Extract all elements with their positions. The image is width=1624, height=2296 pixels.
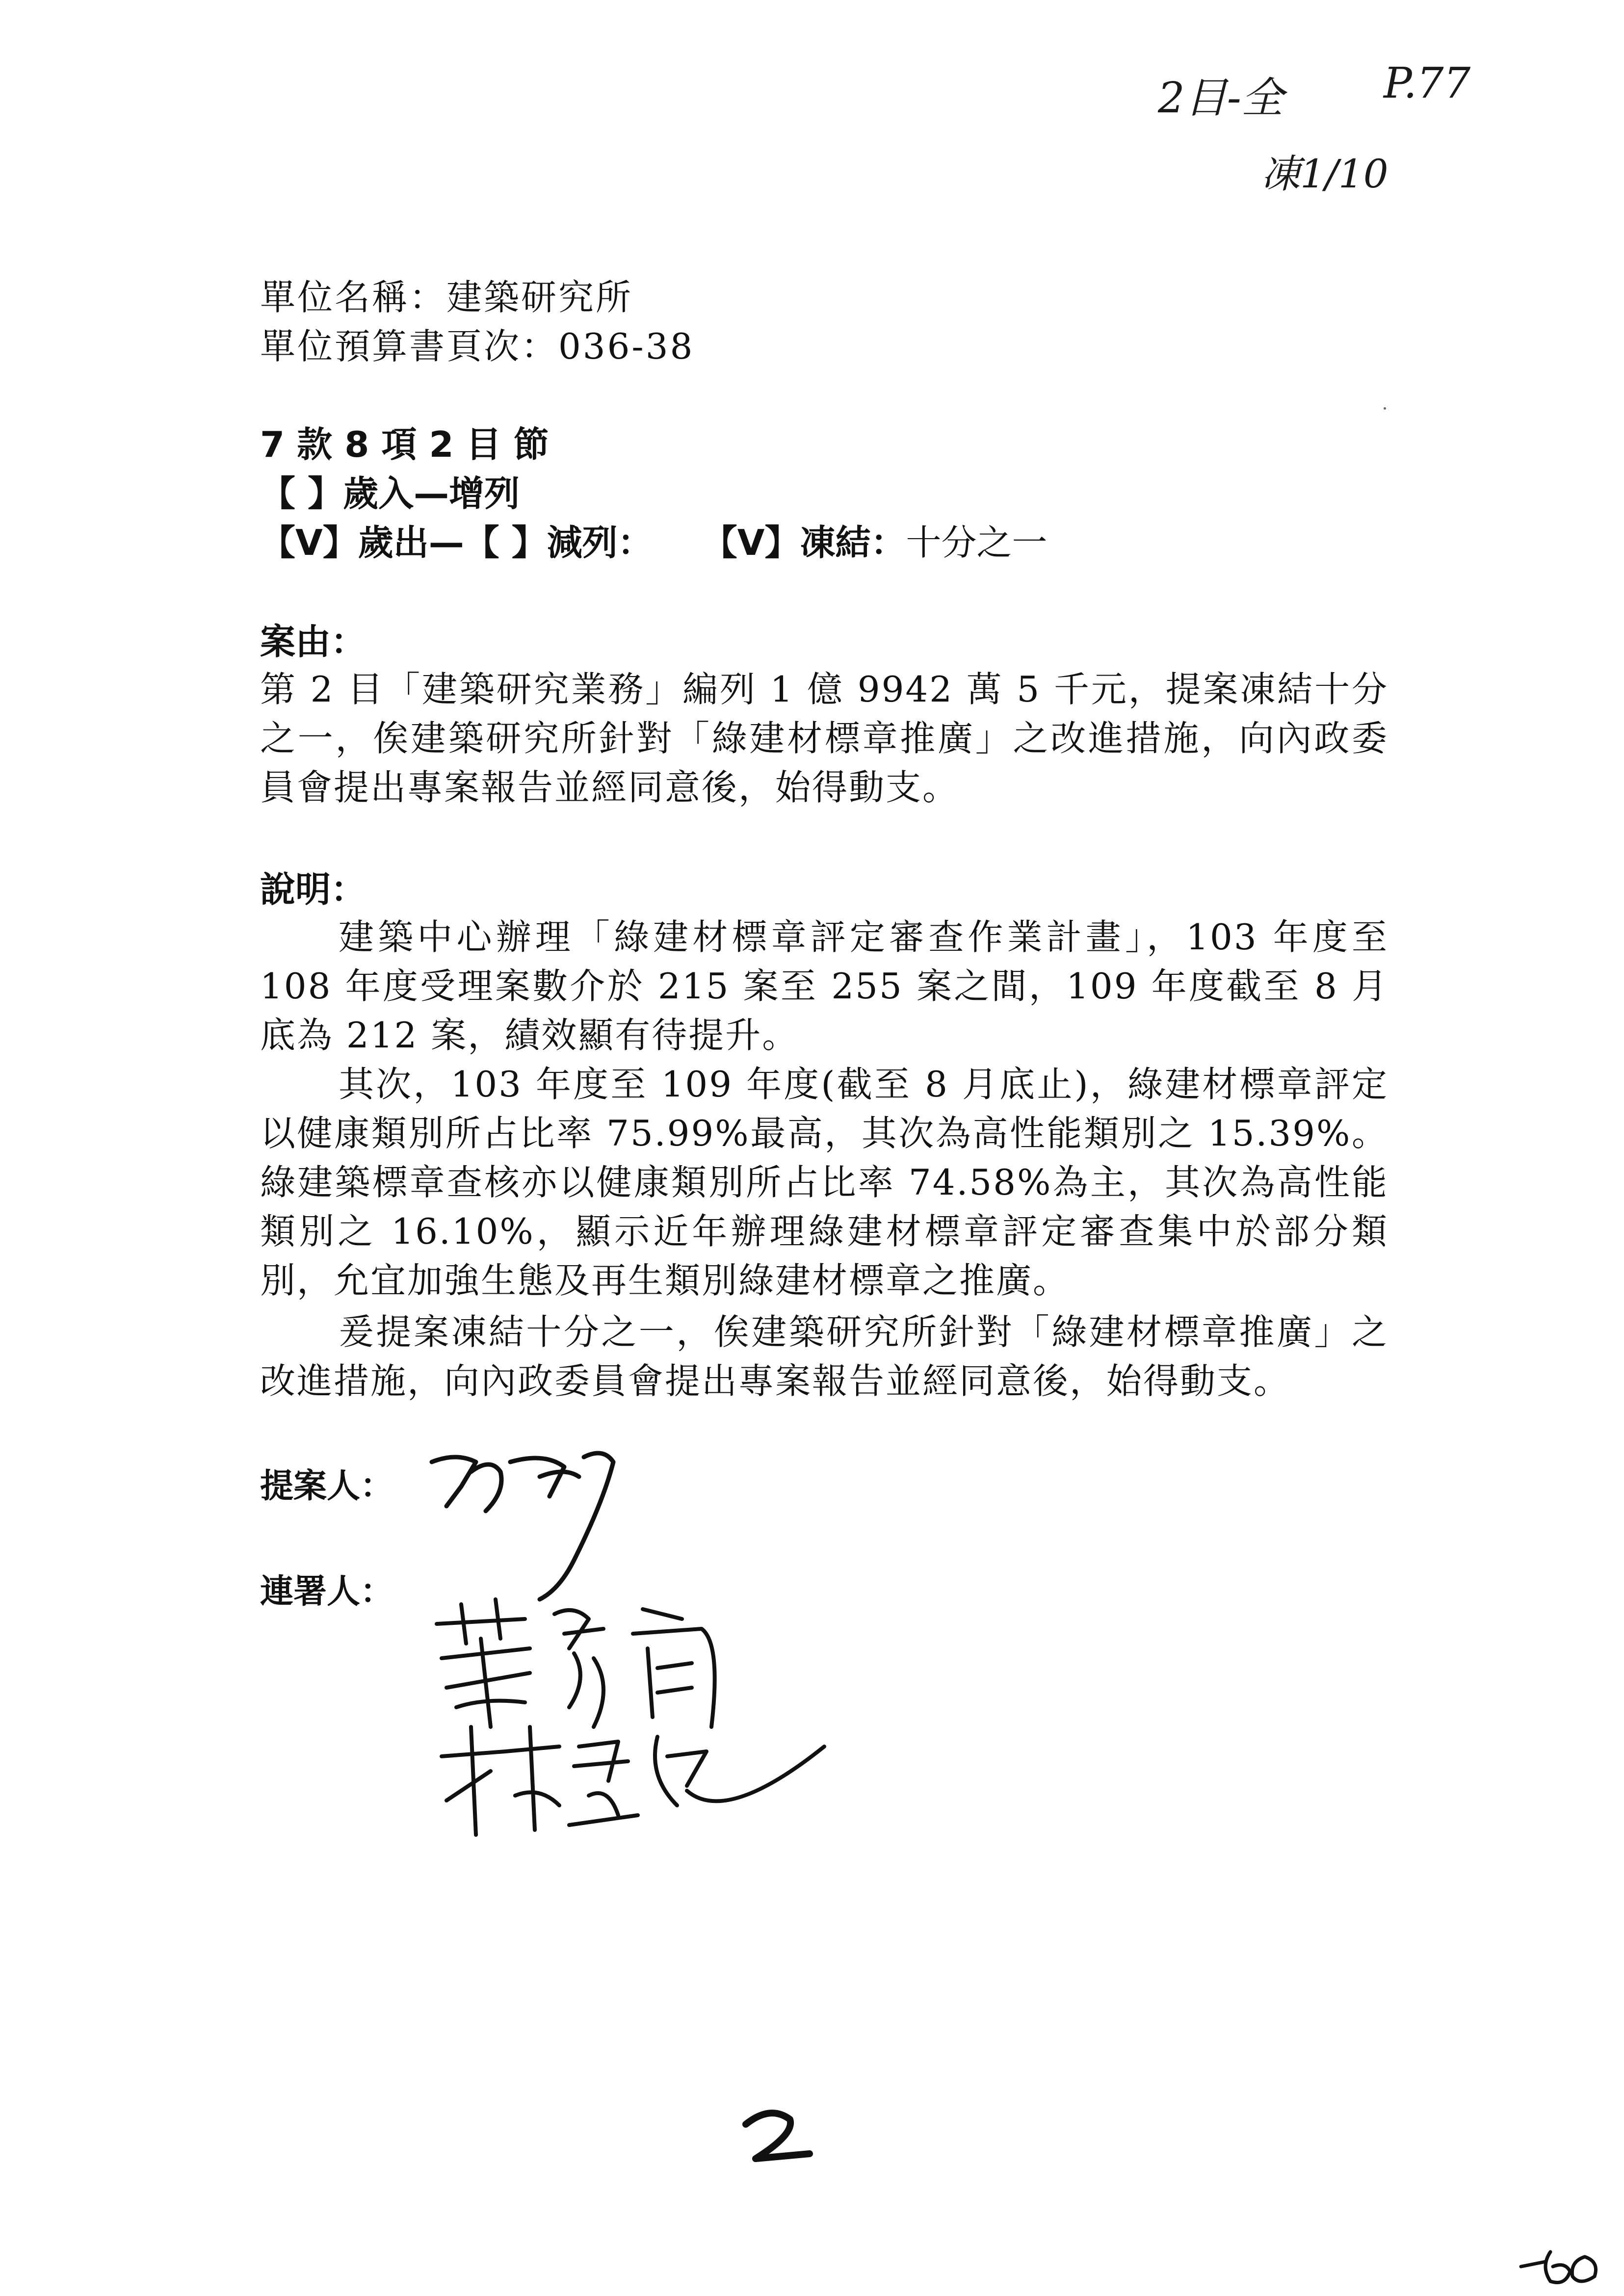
unit-name: 單位名稱：建築研究所 <box>260 277 633 318</box>
cosigner-label: 連署人： <box>260 1572 394 1611</box>
cosigner-signature-2 <box>432 1717 834 1845</box>
cosigner-signature-1 <box>427 1590 741 1737</box>
scan-speck <box>1384 407 1386 410</box>
budget-page-ref: 單位預算書頁次：036-38 <box>260 326 695 367</box>
corner-number-mark <box>1516 2237 1624 2291</box>
case-title: 案由： <box>260 621 367 662</box>
proposer-label: 提案人： <box>260 1467 394 1506</box>
explanation-paragraph: 建築中心辦理「綠建材標章評定審查作業計畫」，103 年度至 108 年度受理案數介於 215 案至 255 案之間，109 年度截至 8 月底為 212 案，績效顯有待提升。 <box>260 916 1388 1056</box>
explanation-title: 說明： <box>260 869 367 910</box>
expenditure-label: 【V】歲出—【 】減列： <box>260 522 653 563</box>
handwritten-note-freeze: 凍1/10 <box>1261 151 1388 197</box>
freeze-label: 【V】凍結： <box>702 522 906 563</box>
revenue-line: 【 】歲入—增列 <box>260 473 520 514</box>
page-number-mark <box>726 2105 824 2168</box>
case-body: 第 2 目「建築研究業務」編列 1 億 9942 萬 5 千元，提案凍結十分之一，俟建築研究所針對「綠建材標章推廣」之改進措施，向內政委員會提出專案報告並經同意後，始得動支。 <box>260 669 1388 808</box>
expenditure-line <box>260 514 1048 565</box>
freeze-amount: 十分之一 <box>906 522 1048 563</box>
proposer-signature <box>417 1433 672 1609</box>
explanation-paragraph: 爰提案凍結十分之一，俟建築研究所針對「綠建材標章推廣」之改進措施，向內政委員會提出專案報告並經同意後，始得動支。 <box>260 1311 1388 1402</box>
handwritten-note-page: P.77 <box>1384 59 1471 108</box>
budget-item-line: 7 款 8 項 2 目 節 <box>260 424 549 465</box>
handwritten-note-section: 2目-全 <box>1158 74 1283 123</box>
svg-text:-60: -60 <box>1516 2237 1517 2238</box>
explanation-paragraph: 其次，103 年度至 109 年度(截至 8 月底止)，綠建材標章評定以健康類別所占比率 75.99%最高，其次為高性能類別之 15.39%。綠建築標章查核亦以健康類別所占比率 74.58%為主，其次為高性能類別之 16.10%，顯示近年辦理綠建材標章評定審查集中於部分類別，允宜加強生態及再生類別綠建材標章之推廣。 <box>260 1064 1388 1301</box>
